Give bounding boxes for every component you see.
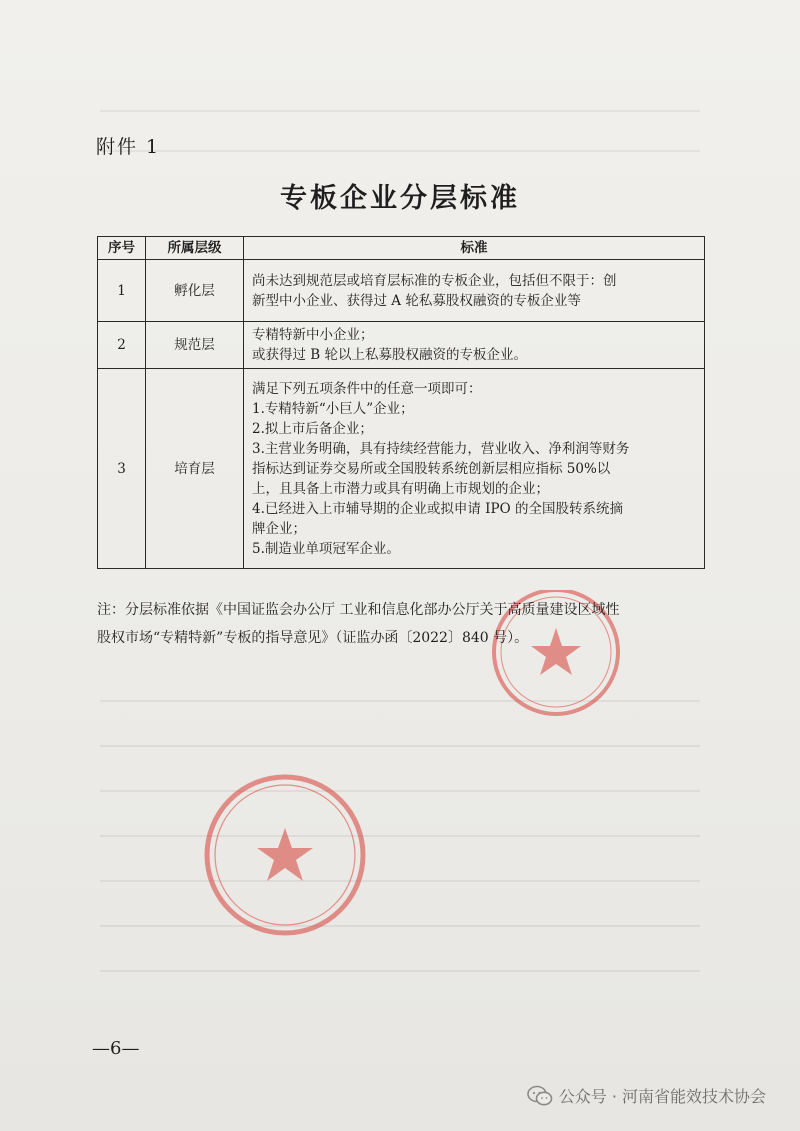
row-standard <box>244 260 705 322</box>
attachment-label: 附件 1 <box>96 136 161 158</box>
bleed-through-line <box>100 790 700 792</box>
standard-line: 或获得过 B 轮以上私募股权融资的专板企业。 <box>252 347 528 363</box>
row-number: 3 <box>98 369 146 569</box>
standard-line: 2.拟上市后备企业； <box>252 420 373 437</box>
wechat-icon <box>527 1085 553 1107</box>
row-level: 孵化层 <box>146 260 244 322</box>
standard-line: 5.制造业单项冠军企业。 <box>252 540 400 557</box>
standard-line: 牌企业； <box>252 520 306 537</box>
standard-line: 专精特新中小企业； <box>252 327 374 343</box>
header-cell: 所属层级 <box>146 237 244 260</box>
bleed-through-line <box>100 150 700 152</box>
standard-line: 尚未达到规范层或培育层标准的专板企业，包括但不限于：创 <box>252 272 617 289</box>
row-number: 2 <box>98 322 146 369</box>
footer-text: 公众号 · 河南省能效技术协会 <box>558 1087 766 1106</box>
page-number: —6— <box>92 1038 140 1059</box>
standard-line: 新型中小企业、获得过 A 轮私募股权融资的专板企业等 <box>252 292 581 309</box>
footnote <box>97 596 717 652</box>
row-standard <box>244 322 705 369</box>
header-cell: 标准 <box>244 237 705 260</box>
row-level: 培育层 <box>146 369 244 569</box>
bleed-through-line <box>100 970 700 972</box>
document-title: 专板企业分层标准 <box>280 183 520 214</box>
bleed-through-line <box>100 745 700 747</box>
table-header-row <box>98 237 705 260</box>
standard-line: 1.专精特新“小巨人”企业； <box>252 400 414 417</box>
table-row <box>98 322 705 369</box>
footnote-line: 股权市场“专精特新”专板的指导意见》（证监办函〔2022〕840 号）。 <box>97 630 529 646</box>
standard-line: 满足下列五项条件中的任意一项即可： <box>252 380 482 397</box>
standard-line: 3.主营业务明确，具有持续经营能力，营业收入、净利润等财务 <box>252 440 630 457</box>
table-row <box>98 369 705 569</box>
red-seal-stamp <box>200 770 370 940</box>
bleed-through-line <box>100 835 700 837</box>
bleed-through-line <box>100 110 700 112</box>
table-row <box>98 260 705 322</box>
row-number: 1 <box>98 260 146 322</box>
row-standard <box>244 369 705 569</box>
footnote-line: 注：分层标准依据《中国证监会办公厅 工业和信息化部办公厅关于高质量建设区域性 <box>97 602 620 618</box>
row-level: 规范层 <box>146 322 244 369</box>
standard-line: 指标达到证券交易所或全国股转系统创新层相应指标 50%以 <box>252 460 611 477</box>
standard-line: 上，且具备上市潜力或具有明确上市规划的企业； <box>252 480 549 497</box>
bleed-through-line <box>100 880 700 882</box>
wechat-footer[interactable] <box>527 1084 766 1107</box>
header-cell: 序号 <box>98 237 146 260</box>
standard-line: 4.已经进入上市辅导期的企业或拟申请 IPO 的全国股转系统摘 <box>252 500 623 517</box>
classification-table <box>97 236 705 569</box>
bleed-through-line <box>100 925 700 927</box>
